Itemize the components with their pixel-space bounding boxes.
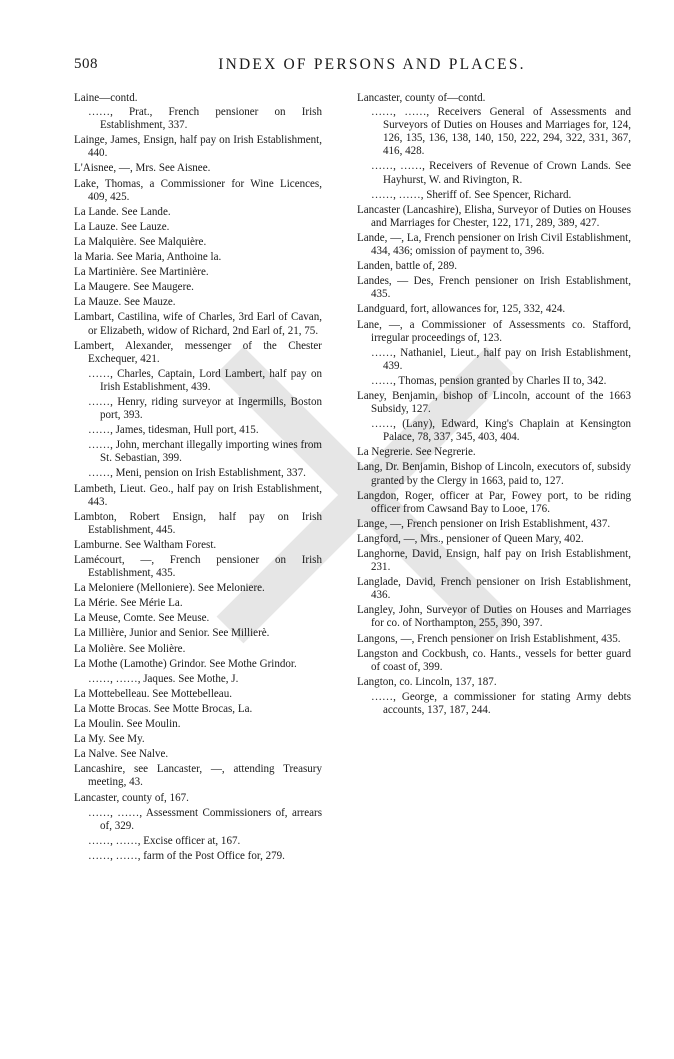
page-header xyxy=(74,56,630,80)
index-entry: Lambton, Robert Ensign, half pay on Irish Establishment, 445. xyxy=(74,510,322,536)
index-entry: La Molière. See Molière. xyxy=(74,642,186,655)
index-entry: La Lauze. See Lauze. xyxy=(74,220,170,233)
index-entry: ……, James, tidesman, Hull port, 415. xyxy=(88,424,259,437)
index-entry: Landes, — Des, French pensioner on Irish Establishment, 435. xyxy=(357,275,631,301)
index-entry: La Meloniere (Melloniere). See Meloniere. xyxy=(74,582,265,595)
index-entry: Lambart, Castilina, wife of Charles, 3rd Earl of Cavan, or Elizabeth, widow of Richard, 2nd Earl of, 21, 75. xyxy=(74,311,322,337)
index-entry: ……, Thomas, pension granted by Charles II to, 342. xyxy=(371,374,607,387)
index-entry: ……, John, merchant illegally importing wines from St. Sebastian, 399. xyxy=(88,439,322,465)
index-entry: Langley, John, Surveyor of Duties on Houses and Marriages for co. of Northampton, 255, 390, 397. xyxy=(357,604,631,630)
index-entry: ……, ……, Sheriff of. See Spencer, Richard. xyxy=(371,188,572,201)
index-entry: ……, Meni, pension on Irish Establishment, 337. xyxy=(88,467,306,480)
index-entry: Langton, co. Lincoln, 137, 187. xyxy=(357,675,497,688)
index-entry: La Mothe (Lamothe) Grindor. See Mothe Grindor. xyxy=(74,657,297,670)
index-entry: La Lande. See Lande. xyxy=(74,205,171,218)
index-entry: Lamburne. See Waltham Forest. xyxy=(74,538,217,551)
index-entry: Laine—contd. xyxy=(74,92,138,104)
index-entry: Lancaster (Lancashire), Elisha, Surveyor of Duties on Houses and Marriages for Chester, 122, 171, 289, 389, 427. xyxy=(357,203,631,229)
index-entry: ……, Prat., French pensioner on Irish Establishment, 337. xyxy=(88,106,322,132)
index-entry: Lancaster, county of, 167. xyxy=(74,791,189,804)
index-entry: Lancaster, county of—contd. xyxy=(357,92,486,104)
index-entry: ……, ……, Jaques. See Mothe, J. xyxy=(88,672,239,685)
index-entry: ……, ……, farm of the Post Office for, 279. xyxy=(88,849,285,862)
index-entry: La Malquière. See Malquière. xyxy=(74,235,207,248)
index-entry: ……, (Lany), Edward, King's Chaplain at Kensington Palace, 78, 337, 345, 403, 404. xyxy=(371,418,631,444)
index-entry: La Motte Brocas. See Motte Brocas, La. xyxy=(74,702,253,715)
index-entry: ……, Nathaniel, Lieut., half pay on Irish Establishment, 439. xyxy=(371,346,631,372)
index-entry: Langhorne, David, Ensign, half pay on Irish Establishment, 231. xyxy=(357,548,631,574)
index-entry: La Mauze. See Mauze. xyxy=(74,296,176,309)
index-entry: Langston and Cockbush, co. Hants., vessels for better guard of coast of, 399. xyxy=(357,647,631,673)
index-entry: Langford, —, Mrs., pensioner of Queen Mary, 402. xyxy=(357,532,584,545)
index-entry: La Moulin. See Moulin. xyxy=(74,718,181,731)
index-entry: Langdon, Roger, officer at Par, Fowey port, to be riding officer from Cawsand Bay to Looe, 176. xyxy=(357,489,631,515)
index-entry: La Mottebelleau. See Mottebelleau. xyxy=(74,687,232,700)
index-entry: La Meuse, Comte. See Meuse. xyxy=(74,612,210,625)
index-entry: Lange, —, French pensioner on Irish Establishment, 437. xyxy=(357,517,611,530)
index-entry: Lancashire, see Lancaster, —, attending Treasury meeting, 43. xyxy=(74,763,322,789)
index-entry: Lamécourt, —, French pensioner on Irish Establishment, 435. xyxy=(74,554,322,580)
index-entry: La Martinière. See Martinière. xyxy=(74,266,209,279)
index-entry: La Millière, Junior and Senior. See Millierè. xyxy=(74,627,270,640)
index-entry: Lane, —, a Commissioner of Assessments co. Stafford, irregular proceedings of, 123. xyxy=(357,318,631,344)
index-entry: Landen, battle of, 289. xyxy=(357,260,458,273)
right-column xyxy=(357,92,631,719)
index-entry: ……, Charles, Captain, Lord Lambert, half pay on Irish Establishment, 439. xyxy=(88,367,322,393)
index-entry: ……, George, a commissioner for stating Army debts accounts, 137, 187, 244. xyxy=(371,690,631,717)
index-entry: Lambert, Alexander, messenger of the Chester Exchequer, 421. xyxy=(74,339,322,365)
index-entry: Lainge, James, Ensign, half pay on Irish Establishment, 440. xyxy=(74,134,322,160)
index-entry: ……, ……, Receivers General of Assessments and Surveyors of Duties on Houses and Marriages for, 124, 126, 135, 136, 138, 140, 150, 222, 294, 322, 331, 367, 416, 428. xyxy=(371,106,631,158)
index-entry: La Maugere. See Maugere. xyxy=(74,281,194,294)
index-entry: Landguard, fort, allowances for, 125, 332, 424. xyxy=(357,303,566,316)
index-entry: ……, ……, Receivers of Revenue of Crown Lands. See Hayhurst, W. and Rivington, R. xyxy=(371,160,631,186)
index-entry: La My. See My. xyxy=(74,733,145,746)
page-title: INDEX OF PERSONS AND PLACES. xyxy=(218,56,526,73)
index-entry: Laney, Benjamin, bishop of Lincoln, account of the 1663 Subsidy, 127. xyxy=(357,389,631,416)
index-entry: Langlade, David, French pensioner on Irish Establishment, 436. xyxy=(357,576,631,602)
index-entry: ……, ……, Assessment Commissioners of, arrears of, 329. xyxy=(88,806,322,832)
index-entry: L'Aisnee, —, Mrs. See Aisnee. xyxy=(74,162,211,175)
index-entry: la Maria. See Maria, Anthoine la. xyxy=(74,251,222,264)
index-entry: ……, Henry, riding surveyor at Ingermills, Boston port, 393. xyxy=(88,395,322,422)
index-entry: Lake, Thomas, a Commissioner for Wine Licences, 409, 425. xyxy=(74,177,322,203)
index-entry: Langons, —, French pensioner on Irish Establishment, 435. xyxy=(357,632,621,645)
index-entry: Lambeth, Lieut. Geo., half pay on Irish Establishment, 443. xyxy=(74,482,322,508)
page-number: 508 xyxy=(74,56,98,72)
index-entry: ……, ……, Excise officer at, 167. xyxy=(88,834,241,847)
index-entry: La Nalve. See Nalve. xyxy=(74,748,169,761)
index-entry: La Mérie. See Mérie La. xyxy=(74,597,183,610)
index-entry: Lande, —, La, French pensioner on Irish Civil Establishment, 434, 436; omission of payment to, 396. xyxy=(357,231,631,258)
index-entry: Lang, Dr. Benjamin, Bishop of Lincoln, executors of, subsidy granted by the Clergy in 1663, paid to, 127. xyxy=(357,461,631,487)
index-entry: La Negrerie. See Negrerie. xyxy=(357,446,476,459)
left-column xyxy=(74,92,322,865)
